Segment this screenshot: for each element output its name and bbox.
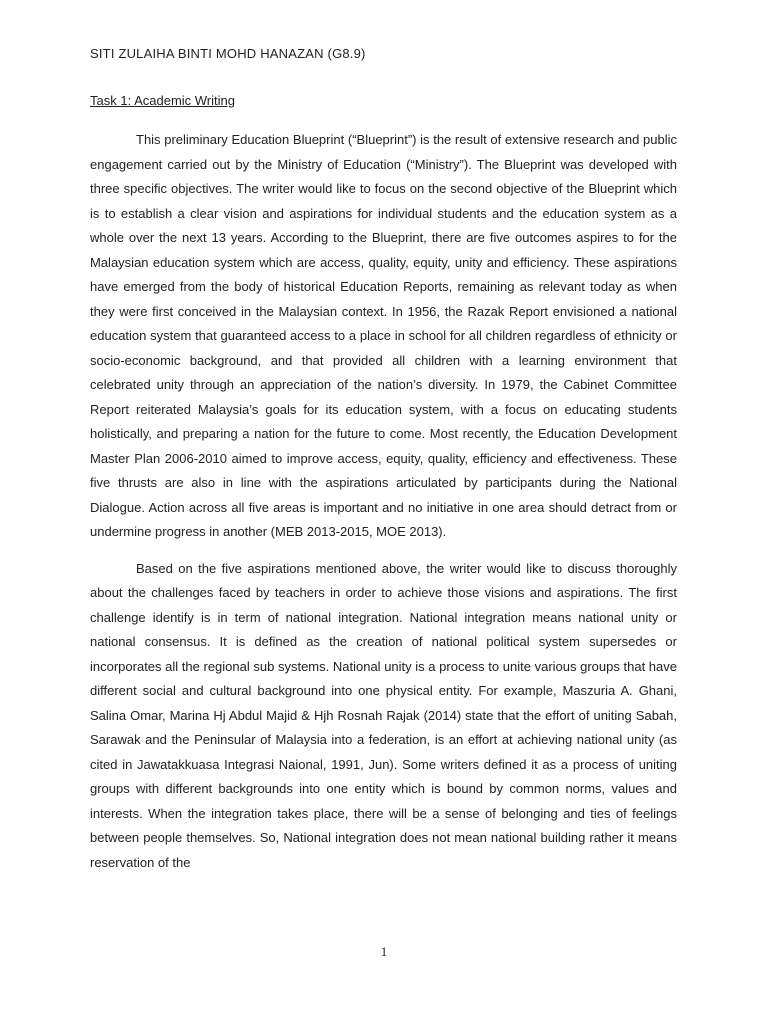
page-number: 1 [380,944,388,959]
body-text [90,128,677,875]
paragraph-1: This preliminary Education Blueprint (“Blueprint”) is the result of extensive research and public engagement carried out by the Ministry of Education (“Ministry”). The Blueprint was developed with three specific objectives. The writer would like to focus on the second objective of the Blueprint which is to establish a clear vision and aspirations for individual students and the education system as a whole over the next 13 years. According to the Blueprint, there are five outcomes aspires to for the Malaysian education system which are access, quality, equity, unity and efficiency. These aspirations have emerged from the body of historical Education Reports, remaining as relevant today as when they were first conceived in the Malaysian context. In 1956, the Razak Report envisioned a national education system that guaranteed access to a place in school for all children regardless of ethnicity or socio-economic background, and that provided all children with a learning environment that celebrated unity through an appreciation of the nation’s diversity. In 1979, the Cabinet Committee Report reiterated Malaysia’s goals for its education system, with a focus on educating students holistically, and preparing a nation for the future to come. Most recently, the Education Development Master Plan 2006-2010 aimed to improve access, equity, quality, efficiency and effectiveness. These five thrusts are also in line with the aspirations articulated by participants during the National Dialogue. Action across all five areas is important and no initiative in one area should detract from or undermine progress in another (MEB 2013-2015, MOE 2013). [90,132,677,539]
paragraph-2: Based on the five aspirations mentioned above, the writer would like to discuss thoroughly about the challenges faced by teachers in order to achieve those visions and aspirations. The first challenge identify is in term of national integration. National integration means national unity or national consensus. It is defined as the creation of national political system supersedes or incorporates all the regional sub systems. National unity is a process to unite various groups that have different social and cultural background into one physical entity. For example, Maszuria A. Ghani, Salina Omar, Marina Hj Abdul Majid & Hjh Rosnah Rajak (2014) state that the effort of uniting Sabah, Sarawak and the Peninsular of Malaysia into a federation, is an effort at achieving national unity (as cited in Jawatakkuasa Integrasi Naional, 1991, Jun). Some writers defined it as a process of uniting groups with different backgrounds into one entity which is bound by common norms, values and interests. When the integration takes place, there will be a sense of belonging and ties of feelings between people themselves. So, National integration does not mean national building rather it means reservation of the [90,560,677,870]
author-line: SITI ZULAIHA BINTI MOHD HANAZAN (G8.9) [90,46,366,61]
task-heading: Task 1: Academic Writing [90,93,235,108]
